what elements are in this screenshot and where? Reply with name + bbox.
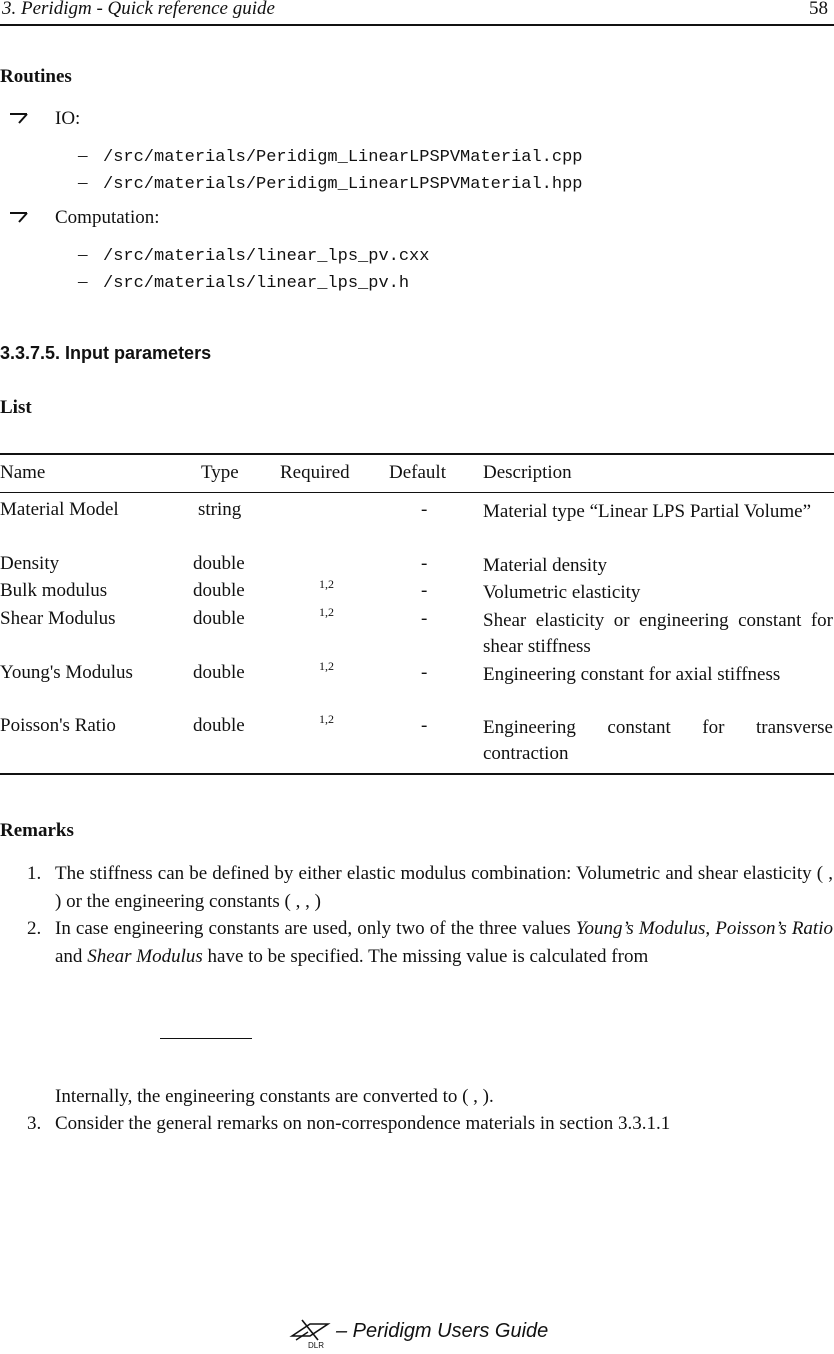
arrow-bullet-icon [8, 106, 30, 133]
remark-2-text: In case engineering constants are used, only two of the three values [55, 918, 576, 939]
remark-item-3: Consider the general remarks on non-correspondence materials in section 3.3.1.1 [55, 1113, 671, 1134]
table-row-name: Material Model [0, 499, 119, 520]
table-header-rule [0, 492, 834, 493]
io-file-cpp: /src/materials/Peridigm_LinearLPSPVMaterial.cpp [103, 148, 583, 167]
table-top-rule [0, 453, 834, 455]
col-header-required: Required [280, 462, 350, 483]
remark-2-text: and [55, 946, 88, 967]
table-row-description: Shear elasticity or engineering constant for shear stiffness [483, 610, 833, 657]
table-row-name: Young's Modulus [0, 662, 133, 683]
remarks-heading: Remarks [0, 820, 74, 841]
table-row-type: double [193, 662, 245, 683]
dash: – [78, 244, 88, 265]
table-row-name: Shear Modulus [0, 608, 116, 629]
computation-label: Computation: [55, 207, 160, 228]
table-row-default: - [421, 553, 428, 574]
remark-item-2 [55, 915, 833, 971]
table-row-type: double [193, 580, 245, 601]
table-row-type: double [193, 608, 245, 629]
io-label: IO: [55, 108, 81, 129]
remark-2-youngs: Young’s Modulus [575, 918, 706, 939]
footer-text: – Peridigm Users Guide [336, 1320, 549, 1342]
table-row-default: - [421, 608, 428, 629]
dash: – [78, 172, 88, 193]
remark-2-text: have to be specified. The missing value is calculated from [202, 946, 649, 967]
arrow-bullet-icon [8, 205, 30, 232]
comp-file-cxx: /src/materials/linear_lps_pv.cxx [103, 247, 430, 266]
page-number: 58 [809, 0, 828, 19]
table-row-description: Engineering constant for axial stiffness [483, 664, 781, 685]
dlr-logo-text: DLR [308, 1341, 325, 1350]
required-footnote-marks: 1,2 [319, 577, 334, 591]
col-header-default: Default [389, 462, 446, 483]
remark-item-1: The stiffness can be defined by either elastic modulus combination: Volumetric and shear elasticity ( , ) or the engineering constants ( , , ) [55, 863, 833, 912]
required-footnote-marks: 1,2 [319, 659, 334, 673]
table-row-default: - [421, 580, 428, 601]
dash: – [78, 145, 88, 166]
list-number: 3. [27, 1113, 42, 1134]
io-file-hpp: /src/materials/Peridigm_LinearLPSPVMaterial.hpp [103, 175, 583, 194]
table-bottom-rule [0, 773, 834, 775]
comp-file-h: /src/materials/linear_lps_pv.h [103, 274, 410, 293]
table-row-name: Poisson's Ratio [0, 715, 116, 736]
dash: – [78, 271, 88, 292]
remark-2-text: , [705, 918, 716, 939]
header-rule [0, 24, 834, 26]
remark-2-internal-note: Internally, the engineering constants are converted to ( , ). [55, 1086, 494, 1107]
col-header-name: Name [0, 462, 46, 483]
list-number: 2. [27, 918, 42, 939]
fraction-bar [160, 1038, 252, 1039]
dlr-logo-icon [288, 1318, 332, 1350]
table-row-name: Bulk modulus [0, 580, 108, 601]
table-row-type: double [193, 715, 245, 736]
table-row-default: - [421, 499, 428, 520]
table-row-description: Volumetric elasticity [483, 582, 641, 603]
table-row-description: Material type “Linear LPS Partial Volume” [483, 501, 812, 522]
table-row-description: Engineering constant for transverse contraction [483, 717, 833, 764]
section-heading-input-parameters: 3.3.7.5. Input parameters [0, 343, 212, 363]
required-footnote-marks: 1,2 [319, 605, 334, 619]
table-row-default: - [421, 662, 428, 683]
remark-2-poisson: Poisson’s Ratio [715, 918, 833, 939]
running-header-title: 3. Peridigm - Quick reference guide [2, 0, 275, 19]
table-row-description: Material density [483, 555, 607, 576]
col-header-description: Description [483, 462, 572, 483]
required-footnote-marks: 1,2 [319, 712, 334, 726]
table-row-type: string [198, 499, 242, 520]
table-row-name: Density [0, 553, 60, 574]
table-row-type: double [193, 553, 245, 574]
remark-2-shear: Shear Modulus [87, 946, 203, 967]
list-heading: List [0, 397, 32, 418]
table-row-default: - [421, 715, 428, 736]
list-number: 1. [27, 863, 42, 884]
routines-heading: Routines [0, 66, 72, 87]
col-header-type: Type [201, 462, 239, 483]
